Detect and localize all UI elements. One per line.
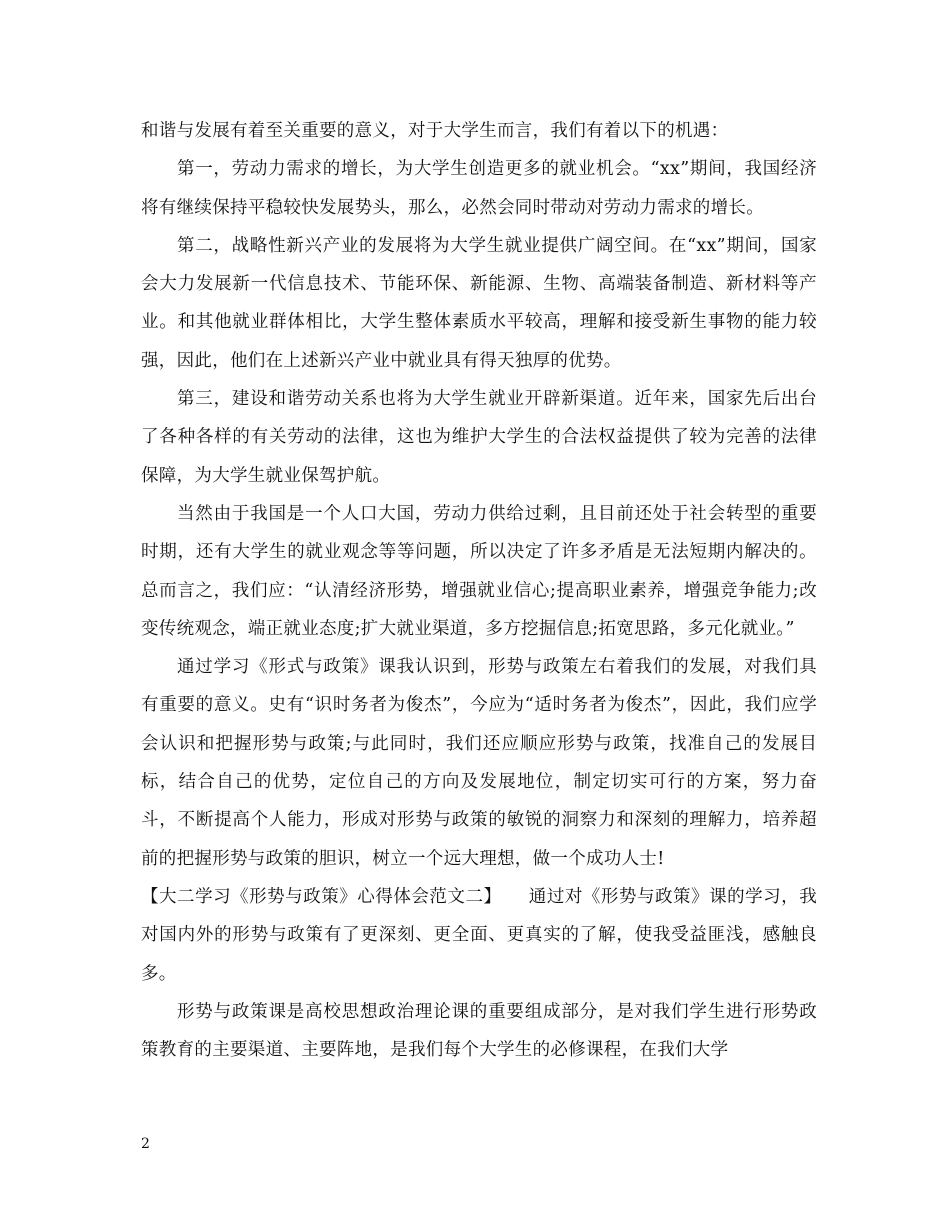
paragraph-second-opportunity: 第二，战略性新兴产业的发展将为大学生就业提供广阔空间。在“xx”期间，国家会大力发展新一代信息技术、节能环保、新能源、生物、高端装备制造、新材料等产业。和其他就业群体相比，大学生整体素质水平较高，理解和接受新生事物的能力较强，因此，他们在上述新兴产业中就业具有得天独厚的优势。 (141, 235, 817, 371)
page-number: 2 (141, 1136, 150, 1152)
paragraph-conclusion: 通过学习《形式与政策》课我认识到，形势与政策左右着我们的发展，对我们具有重要的意义。史有“识时务者为俊杰”，今应为“适时务者为俊杰”，因此，我们应学会认识和把握形势与政策;与此同时，我们还应顺应形势与政策，找准自己的发展目标，结合自己的优势，定位自己的方向及发展地位，制定切实可行的方案，努力奋斗，不断提高个人能力，形成对形势与政策的敏锐的洞察力和深刻的理解力，培养超前的把握形势与政策的胆识，树立一个远大理想，做一个成功人士! (141, 657, 817, 869)
paragraph-third-opportunity: 第三，建设和谐劳动关系也将为大学生就业开辟新渠道。近年来，国家先后出台了各种各样的有关劳动的法律，这也为维护大学生的合法权益提供了较为完善的法律保障，为大学生就业保驾护航。 (141, 389, 817, 486)
paragraph-first-opportunity: 第一，劳动力需求的增长，为大学生创造更多的就业机会。“xx”期间，我国经济将有继续保持平稳较快发展势头，那么，必然会同时带动对劳动力需求的增长。 (141, 159, 817, 218)
paragraph-essay-two-heading: 【大二学习《形势与政策》心得体会范文二】 通过对《形势与政策》课的学习，我对国内外的形势与政策有了更深刻、更全面、更真实的了解，使我受益匪浅，感触良多。 (141, 886, 817, 984)
paragraph-summary: 当然由于我国是一个人口大国，劳动力供给过剩，且目前还处于社会转型的重要时期，还有大学生的就业观念等等问题，所以决定了许多矛盾是无法短期内解决的。总而言之，我们应：“认清经济形势，增强就业信心;提高职业素养，增强竞争能力;改变传统观念，端正就业态度;扩大就业渠道，多方挖掘信息;拓宽思路，多元化就业。” (141, 503, 817, 639)
paragraph-course-intro: 形势与政策课是高校思想政治理论课的重要组成部分，是对我们学生进行形势政策教育的主要渠道、主要阵地，是我们每个大学生的必修课程，在我们大学 (141, 1001, 817, 1061)
paragraph-opening-continuation: 和谐与发展有着至关重要的意义，对于大学生而言，我们有着以下的机遇： (141, 121, 729, 141)
document-body (141, 112, 817, 1069)
